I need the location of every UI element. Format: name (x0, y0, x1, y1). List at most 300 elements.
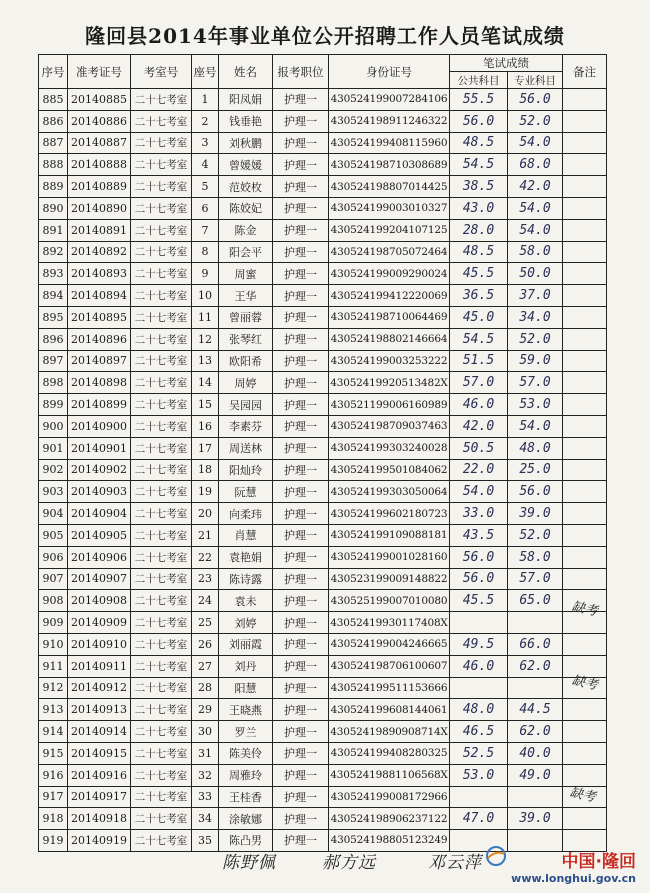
row-room: 二十七考室 (131, 503, 192, 525)
row-seat: 30 (192, 721, 219, 743)
header-position: 报考职位 (273, 55, 329, 89)
table-row (39, 568, 607, 590)
table-row (39, 590, 607, 612)
absence-note: 缺考 (570, 599, 599, 620)
row-remarks (563, 721, 607, 743)
row-exam-no: 20140885 (68, 89, 131, 111)
row-remarks (563, 350, 607, 372)
row-position: 护理一 (273, 481, 329, 503)
signature: 陈野佩 (222, 853, 276, 873)
header-seq: 序号 (39, 55, 68, 89)
row-name: 曾媛媛 (219, 154, 273, 176)
row-remarks (563, 503, 607, 525)
row-seq: 911 (39, 655, 68, 677)
row-name: 陈诗露 (219, 568, 273, 590)
row-name: 陈姣妃 (219, 197, 273, 219)
row-public-score: 50.5 (450, 437, 508, 459)
table-row (39, 219, 607, 241)
header-remarks: 备注 (563, 55, 607, 89)
row-room: 二十七考室 (131, 89, 192, 111)
table-row (39, 285, 607, 307)
row-name: 阳会平 (219, 241, 273, 263)
row-name: 周雅玲 (219, 764, 273, 786)
row-position: 护理一 (273, 241, 329, 263)
row-room: 二十七考室 (131, 110, 192, 132)
row-position: 护理一 (273, 197, 329, 219)
row-exam-no: 20140903 (68, 481, 131, 503)
absence-note: 缺考 (568, 785, 597, 806)
row-position: 护理一 (273, 219, 329, 241)
row-name: 阳慧 (219, 677, 273, 699)
row-public-score: 54.0 (450, 481, 508, 503)
row-specialty-score: 65.0 (508, 590, 563, 612)
table-row (39, 524, 607, 546)
row-id-no: 430524199303240028 (329, 437, 450, 459)
row-public-score: 53.0 (450, 764, 508, 786)
row-specialty-score: 54.0 (508, 415, 563, 437)
row-name: 向柔玮 (219, 503, 273, 525)
row-name: 阳凤娟 (219, 89, 273, 111)
row-seq: 913 (39, 699, 68, 721)
table-row (39, 263, 607, 285)
row-exam-no: 20140909 (68, 612, 131, 634)
row-public-score: 49.5 (450, 633, 508, 655)
row-public-score: 22.0 (450, 459, 508, 481)
row-position: 护理一 (273, 503, 329, 525)
row-public-score: 42.0 (450, 415, 508, 437)
row-id-no: 43052419920513482X (329, 372, 450, 394)
row-position: 护理一 (273, 89, 329, 111)
row-remarks (563, 110, 607, 132)
row-seat: 33 (192, 786, 219, 808)
row-position: 护理一 (273, 742, 329, 764)
row-name: 周送林 (219, 437, 273, 459)
row-remarks (563, 437, 607, 459)
row-exam-no: 20140912 (68, 677, 131, 699)
row-public-score: 56.0 (450, 546, 508, 568)
row-name: 李素芬 (219, 415, 273, 437)
row-exam-no: 20140889 (68, 176, 131, 198)
row-remarks (563, 568, 607, 590)
row-id-no: 430524199408280325 (329, 742, 450, 764)
table-row (39, 546, 607, 568)
row-seq: 888 (39, 154, 68, 176)
row-name: 阮慧 (219, 481, 273, 503)
row-seat: 15 (192, 394, 219, 416)
table-row (39, 176, 607, 198)
row-position: 护理一 (273, 263, 329, 285)
row-remarks (563, 808, 607, 830)
row-public-score: 43.5 (450, 524, 508, 546)
row-seq: 896 (39, 328, 68, 350)
row-room: 二十七考室 (131, 176, 192, 198)
row-id-no: 430523199009148822 (329, 568, 450, 590)
row-exam-no: 20140910 (68, 633, 131, 655)
row-room: 二十七考室 (131, 830, 192, 852)
row-exam-no: 20140892 (68, 241, 131, 263)
row-specialty-score: 40.0 (508, 742, 563, 764)
row-id-no: 430524198805123249 (329, 830, 450, 852)
row-public-score: 54.5 (450, 328, 508, 350)
row-seq: 893 (39, 263, 68, 285)
row-seq: 885 (39, 89, 68, 111)
row-remarks (563, 219, 607, 241)
row-seat: 31 (192, 742, 219, 764)
row-id-no: 430524199004246665 (329, 633, 450, 655)
row-specialty-score: 39.0 (508, 503, 563, 525)
row-id-no: 430525199007010080 (329, 590, 450, 612)
row-seq: 906 (39, 546, 68, 568)
table-row (39, 786, 607, 808)
row-seq: 901 (39, 437, 68, 459)
row-specialty-score: 39.0 (508, 808, 563, 830)
row-specialty-score: 54.0 (508, 132, 563, 154)
row-public-score: 46.0 (450, 655, 508, 677)
row-id-no: 43052419881106568X (329, 764, 450, 786)
row-position: 护理一 (273, 394, 329, 416)
table-row (39, 241, 607, 263)
row-seq: 887 (39, 132, 68, 154)
row-name: 袁未 (219, 590, 273, 612)
row-position: 护理一 (273, 285, 329, 307)
row-id-no: 430524199511153666 (329, 677, 450, 699)
row-position: 护理一 (273, 176, 329, 198)
row-room: 二十七考室 (131, 699, 192, 721)
row-room: 二十七考室 (131, 219, 192, 241)
absence-note: 缺考 (570, 673, 599, 694)
row-specialty-score: 68.0 (508, 154, 563, 176)
row-exam-no: 20140887 (68, 132, 131, 154)
row-specialty-score: 58.0 (508, 241, 563, 263)
watermark-url: www.longhui.gov.cn (511, 872, 636, 885)
row-room: 二十七考室 (131, 546, 192, 568)
globe-logo-icon (485, 845, 507, 867)
row-id-no: 43052419930117408X (329, 612, 450, 634)
row-remarks (563, 415, 607, 437)
score-table (38, 54, 607, 852)
row-seq: 915 (39, 742, 68, 764)
row-id-no: 430524198802146664 (329, 328, 450, 350)
row-exam-no: 20140886 (68, 110, 131, 132)
signature: 邓云萍 (428, 853, 482, 873)
row-specialty-score: 56.0 (508, 89, 563, 111)
table-row (39, 808, 607, 830)
row-remarks (563, 154, 607, 176)
row-room: 二十七考室 (131, 568, 192, 590)
row-public-score: 56.0 (450, 110, 508, 132)
row-position: 护理一 (273, 350, 329, 372)
row-seat: 5 (192, 176, 219, 198)
row-id-no: 430524199003253222 (329, 350, 450, 372)
row-position: 护理一 (273, 786, 329, 808)
row-remarks (563, 241, 607, 263)
row-exam-no: 20140895 (68, 306, 131, 328)
row-public-score: 38.5 (450, 176, 508, 198)
row-seat: 27 (192, 655, 219, 677)
row-name: 张琴红 (219, 328, 273, 350)
row-seat: 22 (192, 546, 219, 568)
row-room: 二十七考室 (131, 350, 192, 372)
row-seq: 904 (39, 503, 68, 525)
row-position: 护理一 (273, 590, 329, 612)
row-public-score: 28.0 (450, 219, 508, 241)
row-room: 二十七考室 (131, 437, 192, 459)
table-row (39, 612, 607, 634)
row-specialty-score: 52.0 (508, 110, 563, 132)
row-public-score: 45.0 (450, 306, 508, 328)
page-title: 隆回县2014年事业单位公开招聘工作人员笔试成绩 (85, 24, 565, 48)
row-seat: 6 (192, 197, 219, 219)
row-public-score (450, 677, 508, 699)
row-specialty-score: 62.0 (508, 721, 563, 743)
row-seq: 905 (39, 524, 68, 546)
row-position: 护理一 (273, 110, 329, 132)
row-room: 二十七考室 (131, 590, 192, 612)
row-exam-no: 20140901 (68, 437, 131, 459)
row-seq: 900 (39, 415, 68, 437)
row-id-no: 430524199412220069 (329, 285, 450, 307)
row-seat: 32 (192, 764, 219, 786)
row-exam-no: 20140917 (68, 786, 131, 808)
table-body (39, 89, 607, 852)
row-id-no: 43052419890908714X (329, 721, 450, 743)
row-specialty-score: 54.0 (508, 197, 563, 219)
row-name: 周蜜 (219, 263, 273, 285)
row-seq: 886 (39, 110, 68, 132)
row-seq: 890 (39, 197, 68, 219)
row-exam-no: 20140899 (68, 394, 131, 416)
row-id-no: 430524199501084062 (329, 459, 450, 481)
row-id-no: 430524199204107125 (329, 219, 450, 241)
row-room: 二十七考室 (131, 285, 192, 307)
row-seq: 903 (39, 481, 68, 503)
row-specialty-score: 42.0 (508, 176, 563, 198)
header-public-subject: 公共科目 (450, 72, 508, 89)
row-room: 二十七考室 (131, 633, 192, 655)
row-room: 二十七考室 (131, 481, 192, 503)
row-public-score: 55.5 (450, 89, 508, 111)
row-seat: 12 (192, 328, 219, 350)
row-position: 护理一 (273, 415, 329, 437)
row-exam-no: 20140914 (68, 721, 131, 743)
signature: 郝方远 (322, 853, 376, 873)
row-exam-no: 20140888 (68, 154, 131, 176)
row-room: 二十七考室 (131, 132, 192, 154)
row-name: 刘婷 (219, 612, 273, 634)
row-name: 吴园园 (219, 394, 273, 416)
row-specialty-score: 25.0 (508, 459, 563, 481)
row-position: 护理一 (273, 524, 329, 546)
row-seq: 894 (39, 285, 68, 307)
row-id-no: 430524198807014425 (329, 176, 450, 198)
row-public-score: 51.5 (450, 350, 508, 372)
row-exam-no: 20140918 (68, 808, 131, 830)
row-seat: 17 (192, 437, 219, 459)
table-row (39, 655, 607, 677)
row-seq: 907 (39, 568, 68, 590)
row-specialty-score (508, 786, 563, 808)
row-seq: 899 (39, 394, 68, 416)
row-name: 陈金 (219, 219, 273, 241)
row-id-no: 430524198709037463 (329, 415, 450, 437)
row-id-no: 430524198706100607 (329, 655, 450, 677)
row-specialty-score (508, 612, 563, 634)
row-position: 护理一 (273, 372, 329, 394)
row-name: 罗兰 (219, 721, 273, 743)
row-specialty-score: 59.0 (508, 350, 563, 372)
row-exam-no: 20140897 (68, 350, 131, 372)
row-remarks (563, 285, 607, 307)
row-remarks (563, 764, 607, 786)
row-id-no: 430524198710308689 (329, 154, 450, 176)
row-seq: 914 (39, 721, 68, 743)
row-id-no: 430524198710064469 (329, 306, 450, 328)
row-remarks (563, 524, 607, 546)
row-exam-no: 20140896 (68, 328, 131, 350)
row-id-no: 430524199001028160 (329, 546, 450, 568)
row-seat: 13 (192, 350, 219, 372)
row-position: 护理一 (273, 306, 329, 328)
table-row (39, 633, 607, 655)
row-position: 护理一 (273, 764, 329, 786)
row-position: 护理一 (273, 808, 329, 830)
row-room: 二十七考室 (131, 655, 192, 677)
row-exam-no: 20140906 (68, 546, 131, 568)
row-seq: 895 (39, 306, 68, 328)
row-remarks (563, 132, 607, 154)
row-position: 护理一 (273, 612, 329, 634)
row-exam-no: 20140919 (68, 830, 131, 852)
row-exam-no: 20140891 (68, 219, 131, 241)
row-remarks (563, 197, 607, 219)
row-room: 二十七考室 (131, 372, 192, 394)
row-seq: 891 (39, 219, 68, 241)
table-row (39, 132, 607, 154)
row-public-score (450, 612, 508, 634)
row-seat: 9 (192, 263, 219, 285)
row-exam-no: 20140902 (68, 459, 131, 481)
row-seq: 892 (39, 241, 68, 263)
row-exam-no: 20140894 (68, 285, 131, 307)
row-exam-no: 20140916 (68, 764, 131, 786)
row-public-score: 54.5 (450, 154, 508, 176)
row-specialty-score: 44.5 (508, 699, 563, 721)
row-specialty-score: 37.0 (508, 285, 563, 307)
row-room: 二十七考室 (131, 612, 192, 634)
row-id-no: 430524199109088181 (329, 524, 450, 546)
row-seat: 26 (192, 633, 219, 655)
row-public-score: 46.0 (450, 394, 508, 416)
row-id-no: 430524199003010327 (329, 197, 450, 219)
row-name: 刘丽霞 (219, 633, 273, 655)
row-name: 陈美伶 (219, 742, 273, 764)
row-position: 护理一 (273, 154, 329, 176)
row-remarks (563, 699, 607, 721)
table-row (39, 721, 607, 743)
row-seat: 34 (192, 808, 219, 830)
row-seq: 902 (39, 459, 68, 481)
header-specialty-subject: 专业科目 (508, 72, 563, 89)
row-id-no: 430524199009290024 (329, 263, 450, 285)
row-room: 二十七考室 (131, 328, 192, 350)
table-row (39, 415, 607, 437)
table-row (39, 699, 607, 721)
table-row (39, 677, 607, 699)
row-seat: 7 (192, 219, 219, 241)
table-row (39, 328, 607, 350)
row-specialty-score: 58.0 (508, 546, 563, 568)
row-position: 护理一 (273, 721, 329, 743)
row-name: 曾丽蓉 (219, 306, 273, 328)
row-seq: 908 (39, 590, 68, 612)
row-seq: 898 (39, 372, 68, 394)
row-public-score: 33.0 (450, 503, 508, 525)
row-exam-no: 20140890 (68, 197, 131, 219)
row-room: 二十七考室 (131, 524, 192, 546)
table-row (39, 394, 607, 416)
row-room: 二十七考室 (131, 721, 192, 743)
table-row (39, 89, 607, 111)
row-position: 护理一 (273, 699, 329, 721)
row-remarks (563, 176, 607, 198)
row-exam-no: 20140915 (68, 742, 131, 764)
row-name: 欧阳希 (219, 350, 273, 372)
row-name: 刘丹 (219, 655, 273, 677)
row-position: 护理一 (273, 830, 329, 852)
row-position: 护理一 (273, 633, 329, 655)
row-specialty-score: 50.0 (508, 263, 563, 285)
row-name: 周婷 (219, 372, 273, 394)
row-remarks (563, 633, 607, 655)
row-name: 袁艳娟 (219, 546, 273, 568)
row-position: 护理一 (273, 655, 329, 677)
row-seat: 29 (192, 699, 219, 721)
row-name: 陈凸男 (219, 830, 273, 852)
row-id-no: 430524199008172966 (329, 786, 450, 808)
row-exam-no: 20140893 (68, 263, 131, 285)
row-remarks (563, 263, 607, 285)
row-seat: 3 (192, 132, 219, 154)
header-name: 姓名 (219, 55, 273, 89)
row-public-score: 36.5 (450, 285, 508, 307)
row-seat: 14 (192, 372, 219, 394)
row-room: 二十七考室 (131, 742, 192, 764)
row-specialty-score: 57.0 (508, 372, 563, 394)
row-position: 护理一 (273, 568, 329, 590)
row-name: 肖慧 (219, 524, 273, 546)
row-room: 二十七考室 (131, 263, 192, 285)
row-id-no: 430524198906237122 (329, 808, 450, 830)
row-remarks (563, 459, 607, 481)
row-room: 二十七考室 (131, 306, 192, 328)
row-name: 钱垂艳 (219, 110, 273, 132)
row-name: 王晓燕 (219, 699, 273, 721)
row-id-no: 430521199006160989 (329, 394, 450, 416)
row-specialty-score: 49.0 (508, 764, 563, 786)
row-remarks (563, 372, 607, 394)
header-exam-no: 准考证号 (68, 55, 131, 89)
row-room: 二十七考室 (131, 677, 192, 699)
row-seq: 910 (39, 633, 68, 655)
row-exam-no: 20140913 (68, 699, 131, 721)
row-position: 护理一 (273, 546, 329, 568)
row-seq: 912 (39, 677, 68, 699)
row-remarks (563, 394, 607, 416)
row-specialty-score: 66.0 (508, 633, 563, 655)
row-public-score: 47.0 (450, 808, 508, 830)
row-seat: 18 (192, 459, 219, 481)
row-room: 二十七考室 (131, 394, 192, 416)
